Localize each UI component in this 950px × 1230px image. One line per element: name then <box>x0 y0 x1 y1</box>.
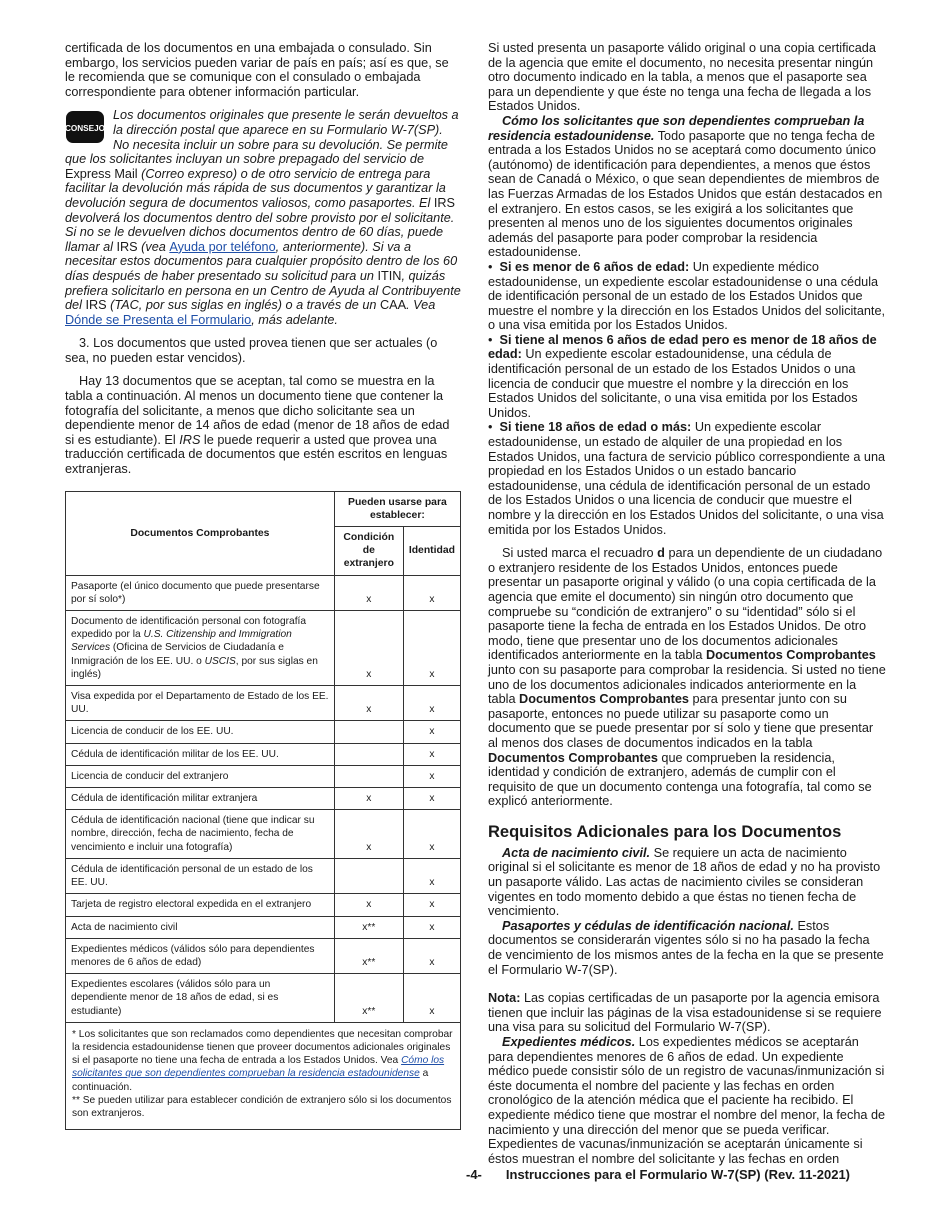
table-cell-doc: Tarjeta de registro electoral expedida en el extranjero <box>66 894 335 916</box>
link-ayuda-telefono[interactable]: Ayuda por teléfono <box>169 239 276 254</box>
paragraph-documents-count: Hay 13 documentos que se aceptan, tal como se muestra en la tabla a continuación. Al menos un documento tiene que contener la fotografía del solicitante, a menos que dicho solicitante sea un dependiente menor de 14 años de edad (menor de 18 años de edad si es estudiante). El IRS le puede requerir a usted que provea una traducción certificada de documentos que estén escritos en lenguas extranjeras. <box>65 374 450 477</box>
table-cell-id: x <box>403 686 460 721</box>
table-header-group: Pueden usarse para establecer: <box>334 491 460 526</box>
table-row <box>66 894 461 916</box>
table-cell-alien: x <box>334 575 403 610</box>
table-cell-id: x <box>403 575 460 610</box>
table-header-documents: Documentos Comprobantes <box>66 491 335 575</box>
tip-text: , más adelante. <box>251 312 338 327</box>
table-cell-alien <box>334 858 403 893</box>
table-cell-doc: Cédula de identificación personal de un estado de los EE. UU. <box>66 858 335 893</box>
table-header-identity: Identidad <box>403 527 460 576</box>
table-cell-doc: Pasaporte (el único documento que puede presentarse por sí solo*) <box>66 575 335 610</box>
table-row <box>66 916 461 938</box>
table-cell-id: x <box>403 894 460 916</box>
table-cell-id: x <box>403 858 460 893</box>
table-cell-doc: Cédula de identificación militar extranjera <box>66 788 335 810</box>
table-cell-id: x <box>403 765 460 787</box>
table-cell-doc: Acta de nacimiento civil <box>66 916 335 938</box>
link-dependientes-residencia[interactable]: Cómo los solicitantes que son dependientes comprueban la residencia estadounidense <box>72 1055 445 1080</box>
table-cell-id: x <box>403 788 460 810</box>
table-cell-alien: x** <box>334 974 403 1023</box>
paragraph-passports-ids: Pasaportes y cédulas de identificación nacional. Estos documentos se considerarán vigentes sólo si no ha pasado la fecha de vencimiento de los mismos antes de la fecha en la que se presente el Formulario W-7(SP). <box>488 918 884 977</box>
footer-title: Instrucciones para el Formulario W-7(SP) (Rev. 11-2021) <box>505 1167 850 1182</box>
consejo-icon <box>65 110 105 144</box>
bullet-under-6: • Si es menor de 6 años de edad: Un expediente médico estadounidense, un expediente escolar estadounidense o una cédula de identificación personal de un estado de los Estados Unidos que muestre el nombre y la dirección en los Estados Unidos del solicitante, o una visa emitida por los Estados Unidos. <box>488 259 886 333</box>
table-row <box>66 686 461 721</box>
tip-text: , anteriormente). Si va a necesitar estos documentos para cualquier propósito dentro de los 60 días después de haber presentado su solicitud para un <box>65 239 458 283</box>
tip-text: (Correo expreso) o de otro servicio de entrega para facilitar la devolución más rápida de sus documentos y garantizar la devolución segura de documentos valiosos, como pasaportes. El <box>65 166 446 210</box>
paragraph-box-d: Si usted marca el recuadro d para un dependiente de un ciudadano o extranjero residente de los Estados Unidos, entonces puede presentar un pasaporte original y válido (o una copia certificada de la agencia que emite el documento) sin ningún otro documento que compruebe su “condición de extranjero” o su “identidad” sólo si el pasaporte tiene la fecha de entrada en los Estados Unidos. De otro modo, tiene que presentar uno de los documentos adicionales identificados anteriormente en la tabla Documentos Comprobantes junto con su pasaporte para comprobar la residencia. Si usted no tiene uno de los documentos adicionales indicados anteriormente en la tabla Documentos Comprobantes para presentar junto con su pasaporte, entonces no puede utilizar su pasaporte como un documento que se puede presentar por sí solo y tiene que presentar al menos dos clases de documentos indicados en la tabla Documentos Comprobantes que comprueben la residencia, identidad y condición de extranjero, además de cumplir con el requisito de que un documento contenga una fotografía, tal como se explicó anteriormente. <box>488 546 886 809</box>
table-cell-doc: Expedientes escolares (válidos sólo para un dependiente menor de 18 años de edad, si es estudiante) <box>66 974 335 1023</box>
link-donde-se-presenta[interactable]: Dónde se Presenta el Formulario <box>65 312 252 327</box>
table-row <box>66 788 461 810</box>
table-row <box>66 810 461 859</box>
table-cell-alien <box>334 765 403 787</box>
paragraph-item-3: 3. Los documentos que usted provea tienen que ser actuales (o sea, no pueden estar vencidos). <box>65 336 438 365</box>
table-cell-alien <box>334 743 403 765</box>
tip-text: (vea <box>137 239 170 254</box>
table-row <box>66 611 461 686</box>
table-cell-doc: Cédula de identificación nacional (tiene que indicar su nombre, dirección, fecha de nacimiento, fecha de vencimiento e incluir una fotografía) <box>66 810 335 859</box>
tip-text: IRS <box>433 195 456 210</box>
table-row <box>66 938 461 973</box>
paragraph-birth-certificate: Acta de nacimiento civil. Se requiere un acta de nacimiento original si el solicitante es menor de 18 años de edad y no ha provisto un pasaporte válido. Las actas de nacimiento civiles se consideran vigentes en todo momento debido a que éstas no tienen fecha de vencimiento. <box>488 845 881 919</box>
table-cell-doc: Visa expedida por el Departamento de Estado de los EE. UU. <box>66 686 335 721</box>
table-cell-alien: x <box>334 810 403 859</box>
paragraph-passport: Si usted presenta un pasaporte válido original o una copia certificada de la agencia que emite el documento, no necesita presentar ningún otro documento indicado en la tabla, a menos que el pasaporte sea para un dependiente y que éste no tenga una fecha de llegada a los Estados Unidos. <box>488 41 876 114</box>
table-cell-id: x <box>403 974 460 1023</box>
table-cell-id: x <box>403 743 460 765</box>
table-cell-id: x <box>403 810 460 859</box>
paragraph-dependents-residency: Cómo los solicitantes que son dependientes comprueban la residencia estadounidense. Todo pasaporte que no tenga fecha de entrada a los Estados Unidos no se aceptará como documento único (autónomo) de identificación para dependientes, a menos que éstos sean de Canadá o México, o que sean dependientes de miembros de las Fuerzas Armadas de los Estados Unidos que están destacados en el extranjero. En estos casos, se les exigirá a los solicitantes que presenten al menos uno de los siguientes documentos originales además del pasaporte para poder comprobar la residencia estadounidense. <box>488 113 883 260</box>
table-footnotes <box>66 1022 461 1129</box>
table-row <box>66 858 461 893</box>
table-cell-alien: x** <box>334 916 403 938</box>
tip-text: Los documentos originales que presente le serán devueltos a la dirección postal que aparece en su Formulario W-7(SP). No necesita incluir un sobre para su devolución. Se permite que los solicitantes incluyan un sobre prepagado del servicio de <box>65 108 459 167</box>
table-header-alien-status: Condición de extranjero <box>334 527 403 576</box>
paragraph-medical-records: Expedientes médicos. Los expedientes médicos se aceptarán para dependientes menores de 6 años de edad. Un expediente médico puede consistir sólo de un registro de vacunas/inmunización si éste documenta el nombre del paciente y las fechas en orden cronológico de la atención médica que el paciente ha recibido. El expediente médico tiene que mostrar el nombre del menor, la fecha de nacimiento y una dirección del menor que se pueda verificar. Expedientes de vacunas/inmunización se aceptarán únicamente si éstos muestran el nombre del solicitante y las fechas en orden <box>488 1035 886 1166</box>
right-column <box>488 41 886 1166</box>
paragraph-continuation: certificada de los documentos en una embajada o consulado. Sin embargo, los servicios pueden variar de país en país; así es que, se le recomienda que se comunique con el consulado o embajada correspondiente para obtener información particular. <box>65 41 449 99</box>
table-cell-doc: Expedientes médicos (válidos sólo para dependientes menores de 6 años de edad) <box>66 938 335 973</box>
tip-text: ITIN <box>377 268 402 283</box>
table-cell-alien: x** <box>334 938 403 973</box>
table-cell-doc: Cédula de identificación militar de los EE. UU. <box>66 743 335 765</box>
tip-text: IRS <box>85 298 107 313</box>
paragraph-note: Nota: Las copias certificadas de un pasaporte por la agencia emisora tienen que incluir las páginas de la visa estadounidense si se requiere una visa para su solicitud del Formulario W-7(SP). <box>488 991 882 1035</box>
footnote-1: * Los solicitantes que son reclamados como dependientes que necesitan comprobar la residencia estadounidense tienen que proveer documentos adicionales originales si el pasaporte no tiene una fecha de entrada a los Estados Unidos. Vea Cómo los solicitantes que son dependientes comprueban la residencia estadounidense a continuación. <box>72 1028 453 1093</box>
table-cell-doc: Licencia de conducir del extranjero <box>66 765 335 787</box>
supporting-documents-table <box>65 491 461 1131</box>
table-cell-doc: Licencia de conducir de los EE. UU. <box>66 721 335 743</box>
table-row <box>66 743 461 765</box>
consejo-label: CONSEJO <box>65 124 105 134</box>
table-cell-id: x <box>403 611 460 686</box>
left-column <box>65 41 461 1130</box>
table-cell-id: x <box>403 916 460 938</box>
table-cell-id: x <box>403 721 460 743</box>
tip-text: Express Mail <box>65 166 138 181</box>
table-cell-alien: x <box>334 894 403 916</box>
tip-text: , quizás prefiera solicitarlo en persona en un Centro de Ayuda al Contribuyente del <box>65 268 461 313</box>
table-row <box>66 974 461 1023</box>
table-row <box>66 575 461 610</box>
tip-block <box>65 108 461 327</box>
bullet-6-to-18: • Si tiene al menos 6 años de edad pero es menor de 18 años de edad: Un expediente escolar estadounidense, una cédula de identificación personal de un estado de los Estados Unidos o una licencia de conducir que muestre el nombre y la dirección en los Estados Unidos del solicitante, o una visa emitida por los Estados Unidos. <box>488 332 877 420</box>
table-cell-alien: x <box>334 788 403 810</box>
section-heading: Requisitos Adicionales para los Documentos <box>488 822 842 841</box>
table-cell-doc: Documento de identificación personal con fotografía expedido por la U.S. Citizenship and Immigration Services (Oficina de Servicios de Ciudadanía e Inmigración de los EE. UU. o USCIS, por sus siglas en inglés) <box>66 611 335 686</box>
bullet-18-plus: • Si tiene 18 años de edad o más: Un expediente escolar estadounidense, un estado de alquiler de una propiedad en los Estados Unidos, una factura de servicio público correspondiente a una propiedad en los Estados Unidos o un estado bancario estadounidense, una cédula de identificación personal de un estado de los Estados Unidos o una licencia de conducir que muestre el nombre y la dirección en los Estados Unidos del solicitante, o una visa emitida por los Estados Unidos. <box>488 420 886 537</box>
table-cell-alien <box>334 721 403 743</box>
tip-text: CAA <box>380 298 407 313</box>
tip-text: IRS <box>116 239 138 254</box>
table-row <box>66 721 461 743</box>
page-number: -4- <box>466 1167 482 1182</box>
tip-text: . Vea <box>406 298 436 313</box>
footnote-2: ** Se pueden utilizar para establecer condición de extranjero sólo si los documentos son extranjeros. <box>72 1094 452 1119</box>
table-cell-alien: x <box>334 686 403 721</box>
tip-text: (TAC, por sus siglas en inglés) o a través de un <box>106 298 381 313</box>
table-row <box>66 765 461 787</box>
table-cell-alien: x <box>334 611 403 686</box>
tip-text: devolverá los documentos dentro del sobre provisto por el solicitante. Si no se le devuelven dichos documentos dentro de 60 días, puede llamar al <box>65 210 455 254</box>
page-footer <box>466 1167 850 1182</box>
table-cell-id: x <box>403 938 460 973</box>
